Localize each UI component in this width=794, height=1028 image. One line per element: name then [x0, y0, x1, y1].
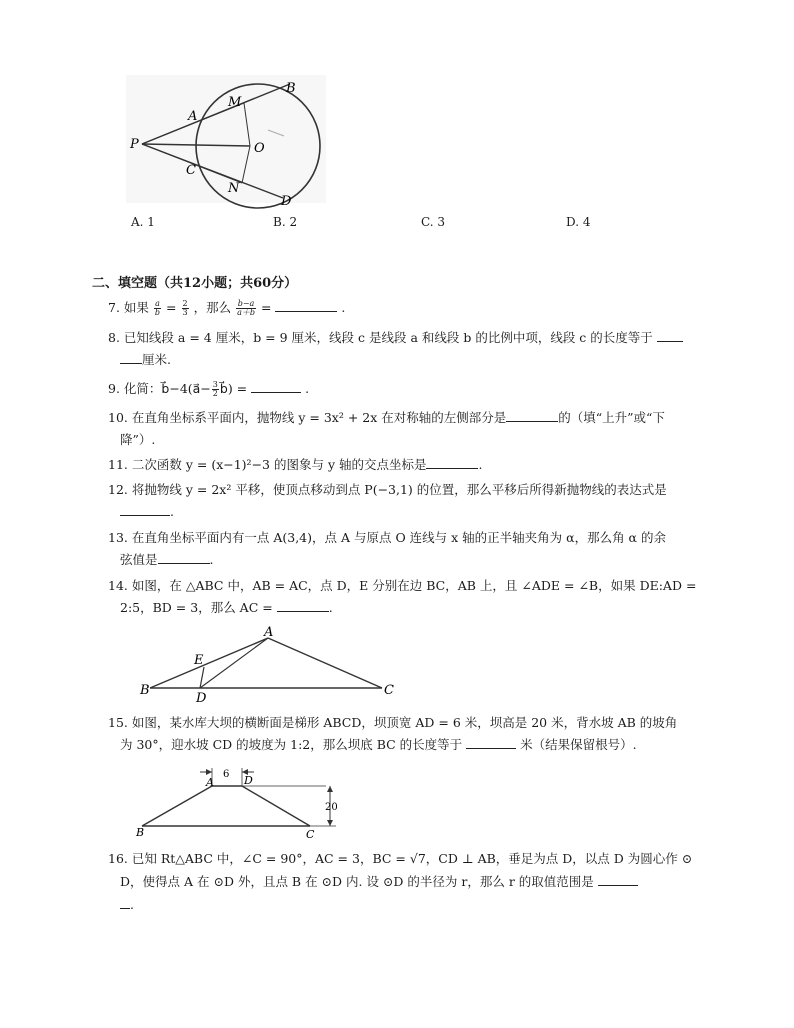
- label-P: P: [130, 137, 139, 152]
- question-8-cont: 厘米.: [120, 349, 171, 371]
- fraction: $\frac{b-a}{a+b}$: [237, 299, 255, 317]
- answer-blank[interactable]: [275, 299, 337, 312]
- question-11: 11. 二次函数 y = (x−1)²−3 的图象与 y 轴的交点坐标是 .: [108, 457, 483, 472]
- answer-blank[interactable]: [506, 409, 558, 422]
- label-D: D: [281, 194, 292, 209]
- q14-triangle-figure: [136, 622, 406, 704]
- question-16: 16. 已知 Rt△ABC 中，∠C = 90°，AC = 3，BC = √7，CD ⊥ AB，垂足为点 D，以点 D 为圆心作 ⊙: [108, 851, 693, 866]
- label-20: 20: [325, 802, 338, 813]
- answer-blank[interactable]: [120, 896, 130, 909]
- question-14: 14. 如图，在 △ABC 中，AB = AC，点 D，E 分别在边 BC，AB 上，且 ∠ADE = ∠B，如果 DE:AD =: [108, 578, 697, 593]
- question-13: 13. 在直角坐标平面内有一点 A(3,4)，点 A 与原点 O 连线与 x 轴的正半轴夹角为 α，那么角 α 的余: [108, 530, 666, 545]
- label-N: N: [228, 181, 240, 196]
- label-D: D: [196, 691, 207, 704]
- answer-blank[interactable]: [598, 873, 638, 886]
- fraction: $\frac{2}{3}$: [182, 299, 188, 317]
- label-B: B: [136, 826, 145, 839]
- answer-blank[interactable]: [277, 599, 329, 612]
- question-15: 15. 如图，某水库大坝的横断面是梯形 ABCD，坝顶宽 AD = 6 米，坝高是 20 米，背水坡 AB 的坡角: [108, 715, 678, 730]
- label-6: 6: [223, 769, 230, 780]
- answer-blank[interactable]: [466, 736, 516, 749]
- question-12: 12. 将抛物线 y = 2x² 平移，使顶点移动到点 P(−3,1) 的位置，那么平移后所得新抛物线的表达式是: [108, 482, 667, 497]
- question-7: 7. 如果 $\frac{a}{b}$ = $\frac{2}{3}$ ，那么 $\frac{b-a}{a+b}$ = .: [108, 299, 346, 317]
- question-9: 9. 化简：b⃗−4(a⃗− $\frac{3}{2}$ b⃗) = .: [108, 380, 310, 398]
- question-15-cont: 为 30°，迎水坡 CD 的坡度为 1:2，那么坝底 BC 的长度等于 米（结果保留根号）.: [120, 737, 637, 752]
- label-A: A: [188, 109, 198, 124]
- question-8: 8. 已知线段 a = 4 厘米，b = 9 厘米，线段 c 是线段 a 和线段 b 的比例中项，线段 c 的长度等于: [108, 327, 683, 349]
- label-B: B: [140, 683, 150, 698]
- label-O: O: [254, 141, 265, 156]
- question-10-cont: 降”）.: [120, 432, 156, 447]
- question-12-cont: .: [120, 501, 174, 523]
- option-a[interactable]: A. 1: [131, 215, 155, 229]
- answer-blank[interactable]: [120, 503, 170, 516]
- question-10: 10. 在直角坐标系平面内，抛物线 y = 3x² + 2x 在对称轴的左侧部分是 的（填“上升”或“下: [108, 410, 665, 425]
- question-16-cont: D，使得点 A 在 ⊙D 外，且点 B 在 ⊙D 内. 设 ⊙D 的半径为 r，那么 r 的取值范围是: [120, 871, 638, 893]
- label-M: M: [228, 95, 242, 110]
- question-16-cont2: .: [120, 894, 134, 916]
- answer-blank[interactable]: [251, 380, 301, 393]
- label-C: C: [384, 683, 394, 698]
- label-C: C: [306, 828, 315, 840]
- label-B: B: [286, 81, 296, 96]
- fraction: $\frac{3}{2}$: [212, 380, 218, 398]
- answer-blank[interactable]: [657, 329, 683, 342]
- label-C: C: [186, 163, 196, 178]
- q6-circle-figure: [118, 70, 358, 210]
- label-E: E: [194, 653, 204, 668]
- option-d[interactable]: D. 4: [566, 215, 591, 229]
- option-b[interactable]: B. 2: [273, 215, 298, 229]
- label-D: D: [244, 774, 253, 787]
- label-A: A: [264, 625, 274, 640]
- answer-blank[interactable]: [158, 551, 210, 564]
- question-14-cont: 2:5，BD = 3，那么 AC = .: [120, 600, 333, 615]
- fraction: $\frac{a}{b}$: [154, 299, 161, 317]
- question-13-cont: 弦值是 .: [120, 552, 214, 567]
- option-c[interactable]: C. 3: [421, 215, 446, 229]
- section-title: 二、填空题（共12小题；共60分）: [92, 276, 298, 291]
- q15-dam-figure: [132, 764, 352, 840]
- answer-blank[interactable]: [426, 456, 478, 469]
- label-A: A: [206, 776, 214, 789]
- answer-blank[interactable]: [120, 351, 142, 364]
